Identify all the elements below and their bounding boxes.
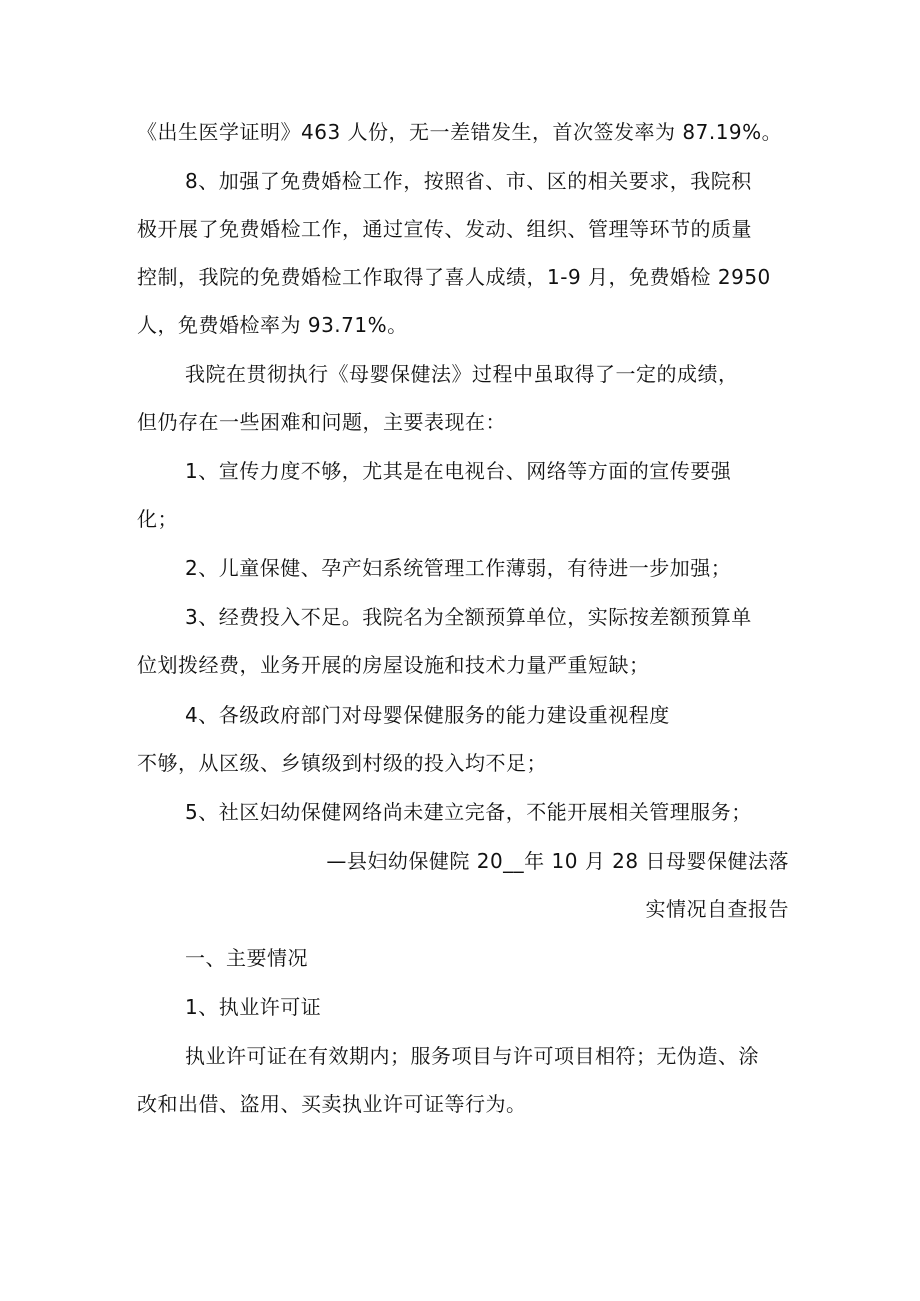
text-line: 我院在贯彻执行《母婴保健法》过程中虽取得了一定的成绩， [185,362,739,386]
text-line: 8、加强了免费婚检工作，按照省、市、区的相关要求，我院积 [185,169,752,193]
text-line: 控制，我院的免费婚检工作取得了喜人成绩，1-9 月，免费婚检 2950 [137,265,771,289]
text-line: —县妇幼保健院 20__年 10 月 28 日母婴保健法落 [326,849,789,873]
section-heading: 一、主要情况 [185,946,308,970]
text-line: 《出生医学证明》463 人份，无一差错发生，首次签发率为 87.19%。 [137,120,783,144]
text-line: 1、宣传力度不够，尤其是在电视台、网络等方面的宣传要强 [185,459,732,483]
text-line: 但仍存在一些困难和问题，主要表现在： [137,410,506,434]
text-line: 极开展了免费婚检工作，通过宣传、发动、组织、管理等环节的质量 [137,217,752,241]
text-line: 执业许可证在有效期内；服务项目与许可项目相符；无伪造、涂 [185,1044,759,1068]
text-line: 5、社区妇幼保健网络尚未建立完备，不能开展相关管理服务； [185,800,752,824]
text-line: 化； [137,507,178,531]
text-line: 不够，从区级、乡镇级到村级的投入均不足； [137,751,547,775]
text-line: 4、各级政府部门对母婴保健服务的能力建设重视程度 [185,703,670,727]
text-line: 实情况自查报告 [645,897,789,921]
text-line: 人，免费婚检率为 93.71%。 [137,313,408,337]
subsection-heading: 1、执业许可证 [185,995,322,1019]
text-line: 2、儿童保健、孕产妇系统管理工作薄弱，有待进一步加强； [185,556,732,580]
text-line: 位划拨经费，业务开展的房屋设施和技术力量严重短缺； [137,653,650,677]
text-line: 3、经费投入不足。我院名为全额预算单位，实际按差额预算单 [185,605,752,629]
text-line: 改和出借、盗用、买卖执业许可证等行为。 [137,1092,527,1116]
